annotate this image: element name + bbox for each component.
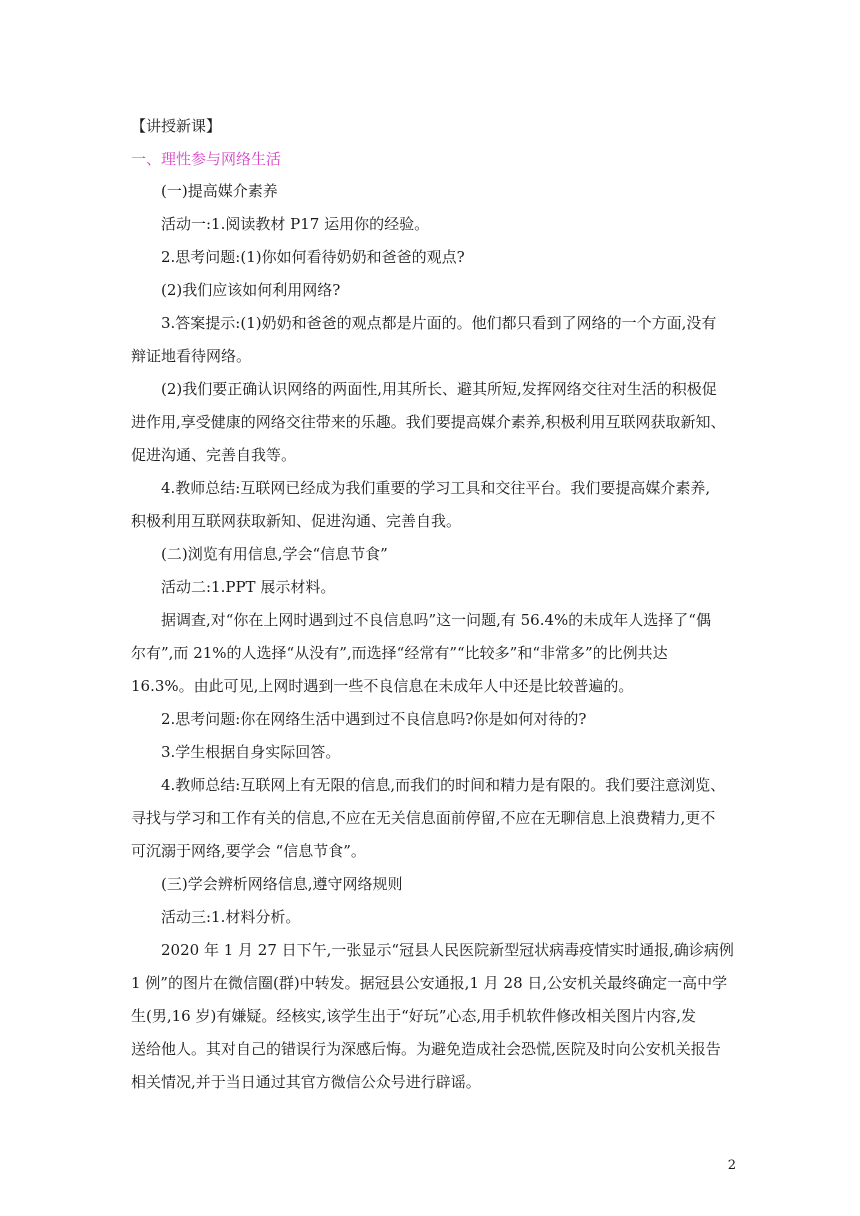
paragraph-line: 3.学生根据自身实际回答。	[161, 743, 341, 761]
paragraph-line: 寻找与学习和工作有关的信息,不应在无关信息面前停留,不应在无聊信息上浪费精力,更不	[131, 809, 716, 827]
section-label: 【讲授新课】	[131, 117, 222, 135]
paragraph-line: 活动一:1.阅读教材 P17 运用你的经验。	[161, 215, 430, 233]
paragraph-line: 1 例”的图片在微信圈(群)中转发。据冠县公安通报,1 月 28 日,公安机关最终确定一高中学	[131, 974, 728, 992]
paragraph-line: 16.3%。由此可见,上网时遇到一些不良信息在未成年人中还是比较普遍的。	[131, 677, 634, 695]
paragraph-line: 辩证地看待网络。	[131, 347, 252, 365]
paragraph-line: 3.答案提示:(1)奶奶和爸爸的观点都是片面的。他们都只看到了网络的一个方面,没有	[161, 314, 717, 332]
paragraph-line: 积极利用互联网获取新知、促进沟通、完善自我。	[131, 512, 462, 530]
paragraph-line: (2)我们要正确认识网络的两面性,用其所长、避其所短,发挥网络交往对生活的积极促	[161, 380, 717, 398]
paragraph-line: 2.思考问题:(1)你如何看待奶奶和爸爸的观点?	[161, 248, 465, 266]
paragraph-line: 送给他人。其对自己的错误行为深感后悔。为避免造成社会恐慌,医院及时向公安机关报告	[131, 1040, 721, 1058]
paragraph-line: 活动三:1.材料分析。	[161, 908, 301, 926]
paragraph-line: 生(男,16 岁)有嫌疑。经核实,该学生出于“好玩”心态,用手机软件修改相关图片内容,发	[131, 1007, 696, 1025]
paragraph-line: 4.教师总结:互联网已经成为我们重要的学习工具和交往平台。我们要提高媒介素养,	[161, 479, 711, 497]
subsection-heading: (一)提高媒介素养	[161, 182, 278, 200]
paragraph-line: 可沉溺于网络,要学会 “信息节食”。	[131, 842, 366, 860]
paragraph-line: (2)我们应该如何利用网络?	[161, 281, 341, 299]
paragraph-line: 4.教师总结:互联网上有无限的信息,而我们的时间和精力是有限的。我们要注意浏览、	[161, 776, 726, 794]
paragraph-line: 2.思考问题:你在网络生活中遇到过不良信息吗?你是如何对待的?	[161, 710, 587, 728]
section-heading: 一、理性参与网络生活	[131, 150, 282, 168]
paragraph-line: 尔有”,而 21%的人选择“从没有”,而选择“经常有”“比较多”和“非常多”的比例共达	[131, 644, 668, 662]
paragraph-line: 进作用,享受健康的网络交往带来的乐趣。我们要提高媒介素养,积极利用互联网获取新知、	[131, 413, 726, 431]
paragraph-line: 据调查,对“你在上网时遇到过不良信息吗”这一问题,有 56.4%的未成年人选择了“偶	[161, 611, 711, 629]
paragraph-line: 促进沟通、完善自我等。	[131, 446, 297, 464]
subsection-heading: (三)学会辨析网络信息,遵守网络规则	[161, 875, 403, 893]
paragraph-line: 相关情况,并于当日通过其官方微信公众号进行辟谣。	[131, 1073, 481, 1091]
paragraph-line: 活动二:1.PPT 展示材料。	[161, 578, 336, 596]
paragraph-line: 2020 年 1 月 27 日下午,一张显示“冠县人民医院新型冠状病毒疫情实时通报,确诊病例	[161, 941, 734, 959]
subsection-heading: (二)浏览有用信息,学会“信息节食”	[161, 545, 388, 563]
page-number: 2	[727, 1158, 736, 1173]
